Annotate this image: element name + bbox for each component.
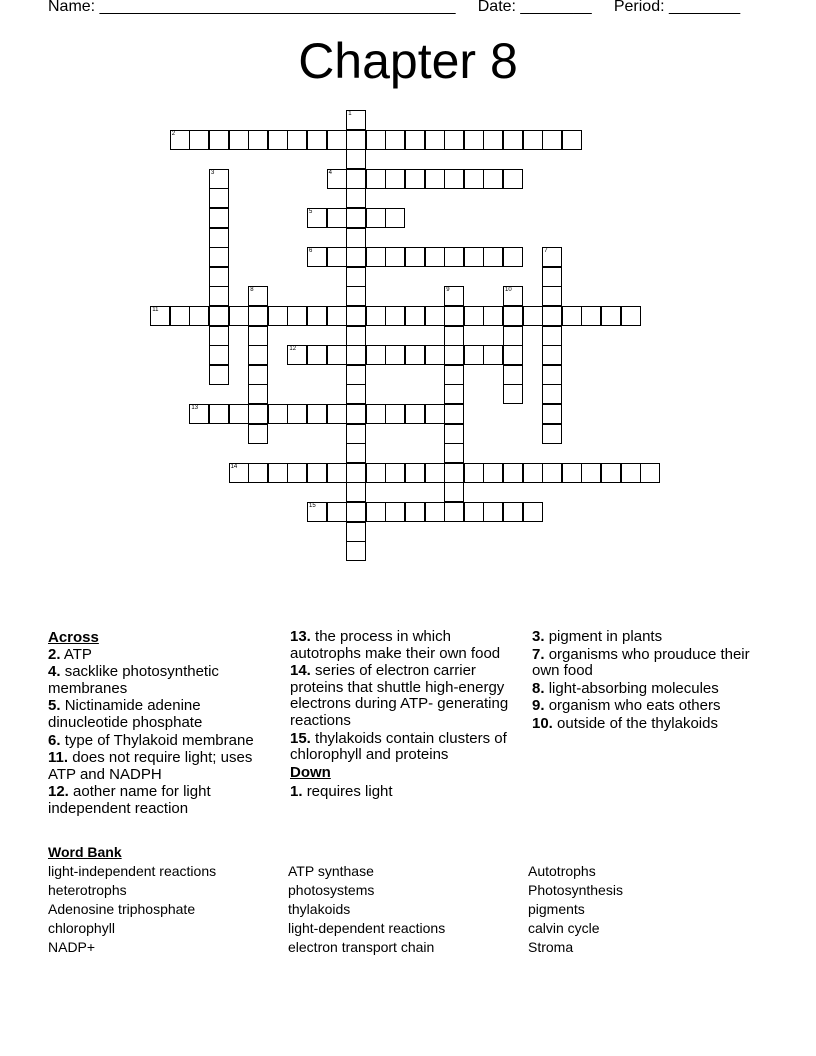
grid-cell[interactable]: [366, 502, 386, 522]
word-bank-item: heterotrophs: [48, 882, 127, 898]
word-bank-item: Adenosine triphosphate: [48, 901, 196, 917]
grid-cell[interactable]: [366, 345, 386, 365]
grid-cell[interactable]: [248, 130, 268, 150]
grid-cell[interactable]: [464, 130, 484, 150]
grid-cell[interactable]: [483, 169, 503, 189]
grid-cell[interactable]: [542, 365, 562, 385]
grid-cell[interactable]: [503, 345, 523, 365]
grid-cell[interactable]: [464, 169, 484, 189]
grid-cell[interactable]: [444, 443, 464, 463]
grid-cell[interactable]: [444, 326, 464, 346]
grid-cell[interactable]: [464, 247, 484, 267]
clue-across-5: 5. Nictinamide adenine dinucleotide phosphate: [48, 697, 203, 731]
grid-cell[interactable]: [444, 286, 464, 306]
grid-cell[interactable]: [287, 306, 307, 326]
word-bank-item: Autotrophs: [528, 863, 596, 879]
grid-cell[interactable]: [248, 286, 268, 306]
grid-cell[interactable]: [542, 326, 562, 346]
grid-cell[interactable]: [464, 345, 484, 365]
grid-cell[interactable]: [248, 326, 268, 346]
grid-cell[interactable]: [405, 130, 425, 150]
grid-cell[interactable]: [248, 365, 268, 385]
clue-number: 6: [309, 248, 313, 255]
grid-cell[interactable]: [503, 169, 523, 189]
clue-number: 11: [152, 307, 159, 313]
grid-cell[interactable]: [503, 130, 523, 150]
clue-across-15: 15. thylakoids contain clusters of chlorophyll and proteins: [290, 729, 507, 764]
page-title: Chapter 8: [298, 33, 518, 89]
grid-cell[interactable]: [307, 130, 327, 150]
grid-cell[interactable]: [189, 306, 209, 326]
grid-cell[interactable]: [405, 169, 425, 189]
grid-cell[interactable]: [542, 424, 562, 444]
grid-cell[interactable]: [464, 463, 484, 483]
grid-cell[interactable]: [209, 130, 229, 150]
word-bank-item: pigments: [528, 901, 585, 917]
clue-down-1: 1. requires light: [290, 783, 393, 801]
grid-cell[interactable]: [385, 169, 405, 189]
grid-cell[interactable]: [542, 247, 562, 267]
grid-cell[interactable]: [385, 306, 405, 326]
grid-cell[interactable]: [327, 169, 347, 189]
grid-cell[interactable]: [444, 169, 464, 189]
grid-cell[interactable]: [346, 267, 366, 287]
grid-cell[interactable]: [444, 502, 464, 522]
grid-cell[interactable]: [346, 424, 366, 444]
grid-cell[interactable]: [346, 522, 366, 542]
grid-cell[interactable]: [542, 345, 562, 365]
grid-cell[interactable]: [209, 228, 229, 248]
grid-cell[interactable]: [268, 404, 288, 424]
grid-cell[interactable]: [523, 306, 543, 326]
grid-cell[interactable]: [523, 463, 543, 483]
clue-number: 15: [309, 503, 316, 509]
grid-cell[interactable]: [444, 247, 464, 267]
grid-cell[interactable]: [346, 384, 366, 404]
grid-cell[interactable]: [327, 306, 347, 326]
grid-cell[interactable]: [503, 384, 523, 404]
grid-cell[interactable]: [503, 502, 523, 522]
grid-cell[interactable]: [366, 169, 386, 189]
grid-cell[interactable]: [385, 130, 405, 150]
word-bank-item: electron transport chain: [288, 939, 435, 955]
grid-cell[interactable]: [209, 267, 229, 287]
grid-cell[interactable]: [287, 345, 307, 365]
grid-cell[interactable]: [346, 169, 366, 189]
grid-cell[interactable]: [346, 247, 366, 267]
grid-cell[interactable]: [209, 208, 229, 228]
grid-cell[interactable]: [425, 463, 445, 483]
grid-cell[interactable]: [346, 326, 366, 346]
grid-cell[interactable]: [366, 404, 386, 424]
grid-cell[interactable]: [425, 130, 445, 150]
grid-cell[interactable]: [327, 404, 347, 424]
clue-across-2: 2. ATP: [48, 645, 92, 663]
grid-cell[interactable]: [562, 463, 582, 483]
grid-cell[interactable]: [425, 502, 445, 522]
clue-across-14: 14. series of electron carrier proteins that shuttle high-energy electrons during ATP- generating reactions: [290, 662, 509, 729]
grid-cell[interactable]: [542, 404, 562, 424]
grid-cell[interactable]: [385, 404, 405, 424]
grid-cell[interactable]: [287, 404, 307, 424]
grid-cell[interactable]: [346, 463, 366, 483]
grid-cell[interactable]: [444, 384, 464, 404]
grid-cell[interactable]: [307, 247, 327, 267]
grid-cell[interactable]: [307, 306, 327, 326]
grid-cell[interactable]: [581, 306, 601, 326]
grid-cell[interactable]: [425, 306, 445, 326]
grid-cell[interactable]: [503, 463, 523, 483]
grid-cell[interactable]: [327, 502, 347, 522]
clue-across-13: 13. the process in which autotrophs make their own food: [290, 628, 501, 662]
grid-cell[interactable]: [346, 188, 366, 208]
grid-cell[interactable]: [562, 130, 582, 150]
grid-cell[interactable]: [346, 208, 366, 228]
grid-cell[interactable]: [483, 306, 503, 326]
word-bank-item: photosystems: [288, 882, 375, 898]
grid-cell[interactable]: [542, 384, 562, 404]
clue-number: 10: [505, 287, 512, 294]
grid-cell[interactable]: [229, 463, 249, 483]
grid-cell[interactable]: [287, 130, 307, 150]
clue-number: 5: [309, 209, 313, 215]
grid-cell[interactable]: [444, 482, 464, 502]
grid-cell[interactable]: [229, 404, 249, 424]
clue-down-8: 8. light-absorbing molecules: [532, 679, 719, 697]
clue-number: 14: [230, 463, 238, 470]
grid-cell[interactable]: [562, 306, 582, 326]
clue-number: 8: [250, 287, 254, 294]
clue-down-10: 10. outside of the thylakoids: [532, 714, 718, 732]
clue-across-12: 12. aother name for light independent reaction: [48, 783, 211, 817]
grid-cell[interactable]: [425, 404, 445, 424]
grid-cell[interactable]: [268, 463, 288, 483]
grid-cell[interactable]: [444, 463, 464, 483]
grid-cell[interactable]: [542, 286, 562, 306]
clue-number: 13: [191, 405, 199, 411]
grid-cell[interactable]: [346, 404, 366, 424]
grid-cell[interactable]: [405, 404, 425, 424]
grid-cell[interactable]: [209, 326, 229, 346]
grid-cell[interactable]: [444, 345, 464, 365]
grid-cell[interactable]: [366, 247, 386, 267]
grid-cell[interactable]: [503, 306, 523, 326]
grid-cell[interactable]: [621, 463, 641, 483]
grid-cell[interactable]: [483, 463, 503, 483]
grid-cell[interactable]: [621, 306, 641, 326]
clue-number: 7: [544, 248, 548, 255]
clue-number: 4: [328, 169, 332, 176]
grid-cell[interactable]: [268, 306, 288, 326]
clue-number: 12: [289, 346, 297, 353]
grid-cell[interactable]: [405, 345, 425, 365]
grid-cell[interactable]: [346, 365, 366, 385]
grid-cell[interactable]: [327, 345, 347, 365]
grid-cell[interactable]: [464, 306, 484, 326]
clue-across-4: 4. sacklike photosynthetic membranes: [48, 663, 219, 697]
grid-cell[interactable]: [405, 502, 425, 522]
grid-cell[interactable]: [346, 228, 366, 248]
grid-cell[interactable]: [581, 463, 601, 483]
clues-column-2: [290, 629, 515, 802]
clue-down-3: 3. pigment in plants: [532, 628, 663, 645]
clue-number: 3: [211, 169, 215, 176]
grid-cell[interactable]: [366, 306, 386, 326]
grid-cell[interactable]: [209, 404, 229, 424]
grid-cell[interactable]: [601, 306, 621, 326]
grid-cell[interactable]: [385, 247, 405, 267]
grid-cell[interactable]: [542, 463, 562, 483]
word-bank-item: calvin cycle: [528, 920, 600, 936]
grid-cell[interactable]: [229, 306, 249, 326]
down-heading: Down: [290, 763, 331, 781]
clue-number: 9: [446, 287, 450, 294]
word-bank-item: Stroma: [528, 939, 574, 955]
grid-cell[interactable]: [503, 365, 523, 385]
grid-cell[interactable]: [346, 149, 366, 169]
grid-cell[interactable]: [209, 345, 229, 365]
grid-cell[interactable]: [405, 463, 425, 483]
grid-cell[interactable]: [542, 267, 562, 287]
grid-cell[interactable]: [366, 463, 386, 483]
grid-cell[interactable]: [346, 286, 366, 306]
grid-cell[interactable]: [170, 306, 190, 326]
grid-cell[interactable]: [327, 130, 347, 150]
grid-cell[interactable]: [444, 404, 464, 424]
clue-number: 2: [171, 130, 176, 137]
grid-cell[interactable]: [307, 502, 327, 522]
grid-cell[interactable]: [327, 247, 347, 267]
grid-cell[interactable]: [385, 502, 405, 522]
grid-cell[interactable]: [385, 208, 405, 228]
grid-cell[interactable]: [346, 502, 366, 522]
grid-cell[interactable]: [189, 404, 209, 424]
grid-cell[interactable]: [405, 247, 425, 267]
grid-cell[interactable]: [307, 208, 327, 228]
grid-cell[interactable]: [601, 463, 621, 483]
grid-cell[interactable]: [170, 130, 190, 150]
grid-cell[interactable]: [248, 345, 268, 365]
grid-cell[interactable]: [542, 306, 562, 326]
grid-cell[interactable]: [346, 130, 366, 150]
grid-cell[interactable]: [307, 345, 327, 365]
grid-cell[interactable]: [248, 463, 268, 483]
grid-cell[interactable]: [425, 247, 445, 267]
grid-cell[interactable]: [425, 345, 445, 365]
grid-cell[interactable]: [150, 306, 170, 326]
word-bank-item: Photosynthesis: [528, 882, 623, 898]
grid-cell[interactable]: [248, 384, 268, 404]
grid-cell[interactable]: [209, 365, 229, 385]
grid-cell[interactable]: [444, 365, 464, 385]
grid-cell[interactable]: [189, 130, 209, 150]
clue-across-6: 6. type of Thylakoid membrane: [48, 731, 254, 749]
word-bank-item: ATP synthase: [288, 863, 374, 879]
grid-cell[interactable]: [248, 404, 268, 424]
clue-across-11: 11. does not require light; uses ATP and NADPH: [48, 749, 253, 783]
clue-number: 1: [348, 111, 352, 117]
word-bank-item: chlorophyll: [48, 920, 115, 936]
grid-cell[interactable]: [209, 247, 229, 267]
clues-column-3: [532, 629, 757, 734]
grid-cell[interactable]: [209, 286, 229, 306]
grid-cell[interactable]: [523, 502, 543, 522]
grid-cell[interactable]: [346, 541, 366, 561]
grid-cell[interactable]: [209, 188, 229, 208]
clue-down-9: 9. organism who eats others: [532, 697, 721, 715]
grid-cell[interactable]: [327, 208, 347, 228]
grid-cell[interactable]: [503, 247, 523, 267]
grid-cell[interactable]: [346, 482, 366, 502]
grid-cell[interactable]: [248, 424, 268, 444]
across-heading: Across: [48, 629, 99, 646]
grid-cell[interactable]: [483, 130, 503, 150]
grid-cell[interactable]: [248, 306, 268, 326]
word-bank-item: light-dependent reactions: [288, 920, 446, 936]
grid-cell[interactable]: [346, 110, 366, 130]
clues-column-1: [48, 629, 273, 819]
grid-cell[interactable]: [229, 130, 249, 150]
word-bank-item: light-independent reactions: [48, 863, 217, 879]
word-bank-title: Word Bank: [48, 844, 122, 860]
word-bank-item: NADP+: [48, 939, 96, 955]
grid-cell[interactable]: [346, 306, 366, 326]
grid-cell[interactable]: [523, 130, 543, 150]
header-fields: Name: ________________________________________ Date: ________ Period: ________: [48, 0, 741, 15]
grid-cell[interactable]: [366, 208, 386, 228]
grid-cell[interactable]: [483, 247, 503, 267]
grid-cell[interactable]: [268, 130, 288, 150]
grid-cell[interactable]: [444, 424, 464, 444]
grid-cell[interactable]: [503, 286, 523, 306]
grid-cell[interactable]: [640, 463, 660, 483]
word-bank-item: thylakoids: [288, 901, 351, 917]
grid-cell[interactable]: [464, 502, 484, 522]
grid-cell[interactable]: [287, 463, 307, 483]
grid-cell[interactable]: [209, 306, 229, 326]
clue-down-7: 7. organisms who prouduce their own food: [532, 645, 750, 680]
grid-cell[interactable]: [307, 463, 327, 483]
grid-cell[interactable]: [425, 169, 445, 189]
grid-cell[interactable]: [483, 502, 503, 522]
grid-cell[interactable]: [444, 306, 464, 326]
grid-cell[interactable]: [444, 130, 464, 150]
grid-cell[interactable]: [483, 345, 503, 365]
grid-cell[interactable]: [209, 169, 229, 189]
grid-cell[interactable]: [405, 306, 425, 326]
grid-cell[interactable]: [346, 443, 366, 463]
grid-cell[interactable]: [366, 130, 386, 150]
grid-cell[interactable]: [385, 345, 405, 365]
grid-cell[interactable]: [503, 326, 523, 346]
grid-cell[interactable]: [542, 130, 562, 150]
grid-cell[interactable]: [327, 463, 347, 483]
grid-cell[interactable]: [385, 463, 405, 483]
grid-cell[interactable]: [307, 404, 327, 424]
grid-cell[interactable]: [346, 345, 366, 365]
